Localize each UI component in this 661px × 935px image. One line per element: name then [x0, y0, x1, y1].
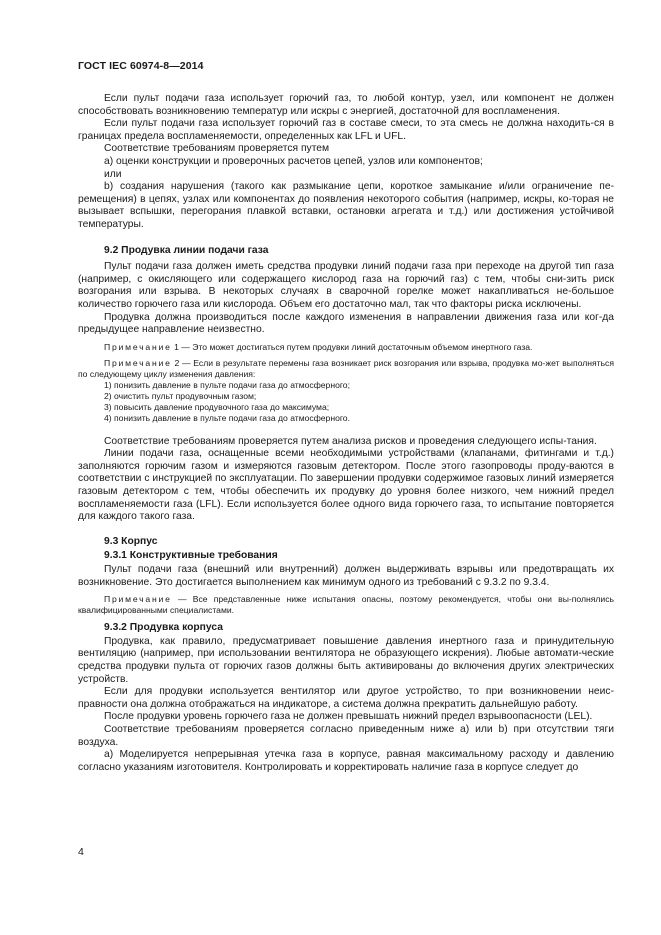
section-heading-9-3-2: 9.3.2 Продувка корпуса [104, 622, 223, 634]
note-list-item: 4) понизить давление в пульте подачи газа до атмосферного. [104, 412, 350, 423]
note-text: 1 — Это может достигаться путем продувки линий достаточным объемом инертного газа. [171, 341, 533, 352]
note-label: Примечание [104, 357, 172, 368]
note-2 [78, 358, 614, 424]
paragraph: Линии подачи газа, оснащенные всеми необходимыми устройствами (клапанами, фитингами и т.д.) заполняются горючим газом и измеряются газовым детектором. После этого газопроводы проду-ваются в соответствии с инструкцией по эксплуатации. По завершении продувки содержимое газовых линий измеряется газовым детектором с тем, чтобы обеспечить их продувку до уровня более низкого, чем нижний предел воспламеняемости газа (LFL). Если используется более одного вида горючего газа, то испытание повторяется для каждого такого газа. [78, 448, 614, 523]
note-text: 2 — Если в результате перемены газа возникает риск возгорания или взрыва, продувка мо-жет выполняться по следующему циклу изменения давления: [78, 357, 614, 379]
note-list-item: 1) понизить давление в пульте подачи газа до атмосферного; [104, 379, 350, 390]
note-list-item: 2) очистить пульт продувочным газом; [104, 390, 257, 401]
paragraph: Пульт подачи газа (внешний или внутренний) должен выдерживать взрывы или предотвращать их возникновение. Это достигается выполнением как минимум одного из требований с 9.3.2 по 9.3.4. [78, 564, 614, 588]
paragraph: Продувка должна производиться после каждого изменения в направлении движения газа или ког-да предыдущее направление неизвестно. [78, 311, 614, 336]
paragraph: Если пульт подачи газа использует горючий газ в составе смеси, то эта смесь не должна находить-ся в границах предела воспламеняемости, определенных как LFL и UFL. [78, 118, 614, 142]
paragraph: или [104, 168, 122, 180]
paragraph: Соответствие требованиям проверяется путем [104, 143, 330, 155]
paragraph: Если пульт подачи газа использует горючий газ, то любой контур, узел, или компонент не должен способствовать возникновению температур или искры с энергией, достаточной для воспламенения. [78, 93, 614, 117]
document-body [78, 93, 614, 774]
paragraph: Если для продувки используется вентилятор или другое устройство, то при возникновении неис-правности она должна отображаться на индикаторе, а система должна прекратить дальнейшую работу. [78, 686, 614, 710]
list-item-a: а) Моделируется непрерывная утечка газа в корпусе, равная максимальному расходу и давлению согласно указаниям изготовителя. Контролировать и корректировать наличие газа в корпусе следует до [78, 749, 614, 773]
document-header: ГОСТ IEC 60974-8—2014 [78, 60, 204, 72]
note-label: Примечание [104, 341, 172, 352]
list-item-a: а) оценки конструкции и проверочных расчетов цепей, узлов или компонентов; [104, 155, 483, 167]
section-heading-9-3: 9.3 Корпус [104, 535, 158, 547]
note-text: — Все представленные ниже испытания опасны, поэтому рекомендуется, чтобы они вы-полнялись квалифицированными специалистами. [78, 594, 614, 616]
paragraph: Пульт подачи газа должен иметь средства продувки линий подачи газа при переходе на другой тип газа (например, с окисляющего или содержащего кислород газа на горючий газ) с тем, чтобы сни-зить риск возгорания или взрыва. В некоторых случаях в сварочной горелке может накапливаться не-большое количество горючего газа или кислорода. Объем его достаточно мал, так что факторы риска исключены. [78, 261, 614, 310]
list-item-b: b) создания нарушения (такого как размыкание цепи, короткое замыкание и/или ограничение пе-ремещения) в цепях, узлах или компонентах до появления некоторого события (например, искры, ко-торая не вызывает вспышки, перегорания плавкой вставки, остановки агрегата и т.д.) или достижения устойчивой температуры. [78, 181, 614, 230]
note-label: Примечание [104, 594, 172, 605]
note-3 [78, 594, 614, 616]
page-number: 4 [78, 846, 84, 858]
paragraph: После продувки уровень горючего газа не должен превышать нижний предел взрывоопасности (LEL). [104, 711, 593, 723]
paragraph: Соответствие требованиям проверяется путем анализа рисков и проведения следующего испы-тания. [104, 435, 597, 447]
paragraph: Соответствие требованиям проверяется согласно приведенным ниже a) или b) при отсутствии тяги воздуха. [78, 723, 614, 748]
section-heading-9-2: 9.2 Продувка линии подачи газа [104, 244, 269, 256]
section-heading-9-3-1: 9.3.1 Конструктивные требования [104, 550, 278, 562]
note-list-item: 3) повысить давление продувочного газа до максимума; [104, 401, 330, 412]
paragraph: Продувка, как правило, предусматривает повышение давления инертного газа и принудительную вентиляцию (например, при использовании вентилятора не образующего искрения). Любые автомати-ческие средства продувки пульта от горючих газов должны быть активированы до включения других электрических устройств. [78, 635, 614, 685]
note-1 [78, 342, 614, 353]
